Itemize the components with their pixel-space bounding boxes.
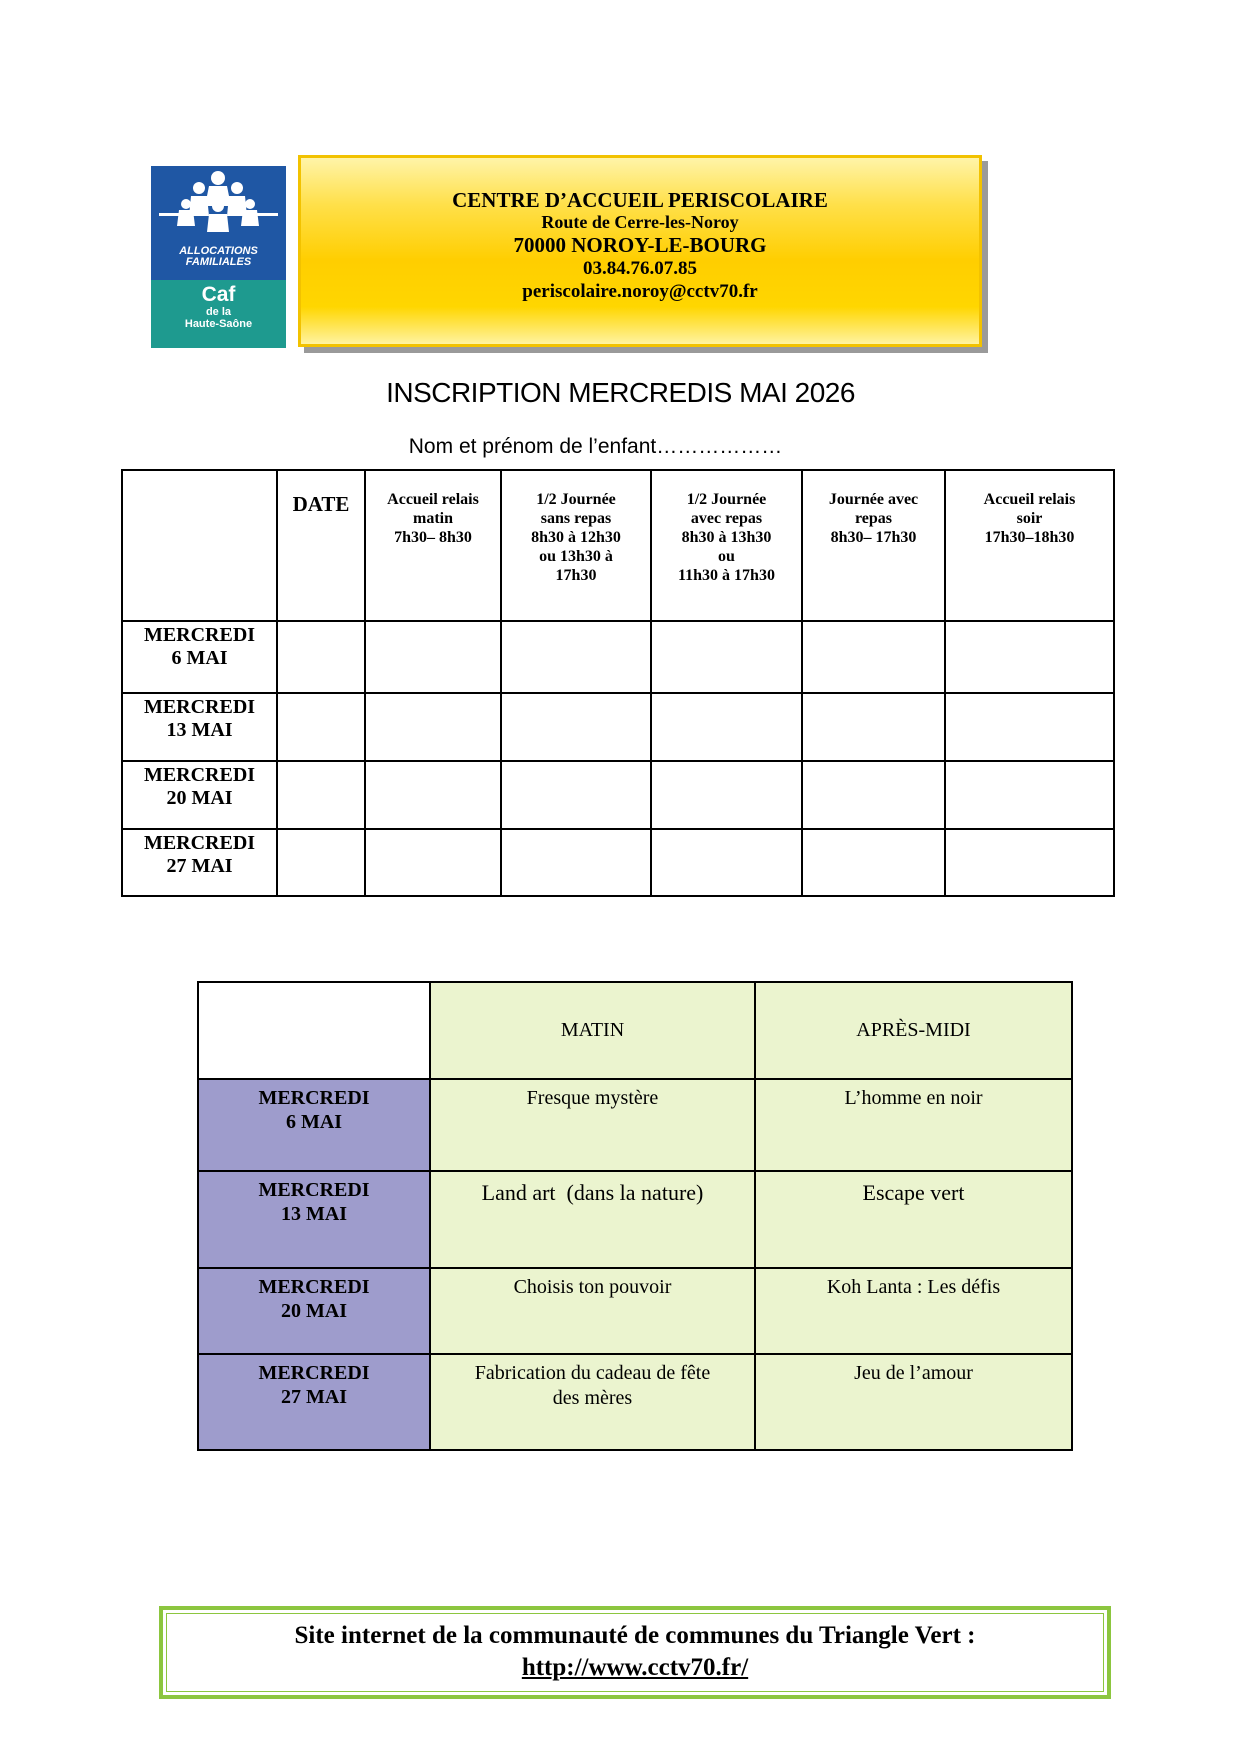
header-line: 8h30 à 12h30 bbox=[531, 529, 621, 546]
row-day-label bbox=[122, 693, 277, 761]
day-date: 13 MAI bbox=[166, 719, 233, 741]
day-weekday: MERCREDI bbox=[258, 1362, 370, 1384]
checkbox-cell-demi-sans-repas[interactable] bbox=[501, 621, 651, 693]
table-row bbox=[122, 621, 1114, 693]
header-line: avec repas bbox=[690, 510, 763, 527]
activity-matin: Choisis ton pouvoir bbox=[430, 1268, 755, 1354]
activities-header-matin: MATIN bbox=[430, 982, 755, 1079]
checkbox-cell-accueil-matin[interactable] bbox=[365, 693, 501, 761]
checkbox-cell-demi-sans-repas[interactable] bbox=[501, 829, 651, 896]
header-line: Accueil relais bbox=[983, 491, 1076, 508]
day-weekday: MERCREDI bbox=[143, 832, 256, 854]
checkbox-cell-accueil-soir[interactable] bbox=[945, 829, 1114, 896]
logo-lower-band bbox=[151, 280, 286, 348]
activity-apres-midi: Escape vert bbox=[755, 1171, 1072, 1268]
day-weekday: MERCREDI bbox=[258, 1276, 370, 1298]
header-line: ou bbox=[718, 548, 735, 565]
footer-link[interactable]: http://www.cctv70.fr/ bbox=[521, 1654, 749, 1681]
header-cell-demi-journee-sans-repas bbox=[501, 470, 651, 621]
header-line: 17h30 bbox=[555, 567, 597, 584]
header-line: sans repas bbox=[540, 510, 612, 527]
checkbox-cell-accueil-matin[interactable] bbox=[365, 621, 501, 693]
day-weekday: MERCREDI bbox=[143, 624, 256, 646]
day-weekday: MERCREDI bbox=[258, 1179, 370, 1201]
day-weekday: MERCREDI bbox=[143, 764, 256, 786]
activities-day-label bbox=[198, 1171, 430, 1268]
activity-apres-midi: Koh Lanta : Les défis bbox=[755, 1268, 1072, 1354]
header-cell-journee-avec-repas bbox=[802, 470, 945, 621]
logo-line-allocations: ALLOCATIONS bbox=[179, 245, 258, 257]
centre-city: 70000 NOROY-LE-BOURG bbox=[513, 233, 767, 257]
header-line: 1/2 Journée bbox=[536, 491, 616, 508]
checkbox-cell-journee[interactable] bbox=[802, 829, 945, 896]
checkbox-cell-journee[interactable] bbox=[802, 761, 945, 829]
header-line: 8h30 à 13h30 bbox=[681, 529, 772, 546]
caf-logo bbox=[151, 166, 286, 348]
table-row bbox=[122, 761, 1114, 829]
checkbox-cell-accueil-matin[interactable] bbox=[365, 761, 501, 829]
day-date: 20 MAI bbox=[280, 1300, 348, 1322]
checkbox-cell-accueil-soir[interactable] bbox=[945, 621, 1114, 693]
header-cell-empty bbox=[122, 470, 277, 621]
activity-apres-midi: Jeu de l’amour bbox=[755, 1354, 1072, 1450]
activity-matin: Fresque mystère bbox=[430, 1079, 755, 1171]
row-day-label bbox=[122, 829, 277, 896]
table-row bbox=[122, 693, 1114, 761]
header-line: ou 13h30 à bbox=[539, 548, 613, 565]
header-cell-date bbox=[277, 470, 365, 621]
activities-header-apres-midi: APRÈS-MIDI bbox=[755, 982, 1072, 1079]
centre-name: CENTRE D’ACCUEIL PERISCOLAIRE bbox=[452, 188, 828, 212]
day-date: 6 MAI bbox=[171, 647, 228, 669]
logo-caf: Caf bbox=[201, 283, 236, 306]
header-date-label: DATE bbox=[292, 492, 350, 516]
checkbox-cell-journee[interactable] bbox=[802, 693, 945, 761]
logo-text bbox=[151, 246, 286, 268]
checkbox-cell-accueil-soir[interactable] bbox=[945, 693, 1114, 761]
table-row bbox=[198, 1079, 1072, 1171]
header-line: 11h30 à 17h30 bbox=[678, 567, 775, 584]
registration-table bbox=[121, 469, 1115, 897]
activity-line: Fabrication du cadeau de fête bbox=[474, 1362, 711, 1384]
centre-address-box bbox=[298, 155, 982, 347]
header-line: repas bbox=[854, 510, 893, 527]
header-line: 1/2 Journée bbox=[686, 491, 767, 508]
table-row bbox=[122, 829, 1114, 896]
logo-line-de-la: de la bbox=[205, 306, 232, 318]
activities-table bbox=[197, 981, 1073, 1451]
centre-phone: 03.84.76.07.85 bbox=[583, 258, 697, 279]
day-date: 6 MAI bbox=[285, 1111, 343, 1133]
checkbox-cell-date[interactable] bbox=[277, 829, 365, 896]
activities-day-label bbox=[198, 1268, 430, 1354]
header-cell-accueil-soir bbox=[945, 470, 1114, 621]
activities-header-row bbox=[198, 982, 1072, 1079]
checkbox-cell-demi-sans-repas[interactable] bbox=[501, 693, 651, 761]
checkbox-cell-demi-avec-repas[interactable] bbox=[651, 693, 802, 761]
day-date: 27 MAI bbox=[280, 1386, 348, 1408]
activities-corner-cell bbox=[198, 982, 430, 1079]
table-row bbox=[198, 1354, 1072, 1450]
header-cell-accueil-matin bbox=[365, 470, 501, 621]
logo-line-region: Haute-Saône bbox=[184, 318, 253, 330]
day-date: 20 MAI bbox=[166, 787, 233, 809]
activities-day-label bbox=[198, 1079, 430, 1171]
header-line: 17h30–18h30 bbox=[984, 529, 1075, 546]
header-line: soir bbox=[1016, 510, 1043, 527]
day-weekday: MERCREDI bbox=[143, 696, 256, 718]
checkbox-cell-demi-avec-repas[interactable] bbox=[651, 761, 802, 829]
footer-text: Site internet de la communauté de communes du Triangle Vert : bbox=[294, 1622, 976, 1649]
header-line: 7h30– 8h30 bbox=[394, 529, 472, 546]
checkbox-cell-accueil-matin[interactable] bbox=[365, 829, 501, 896]
activity-line: des mères bbox=[552, 1387, 633, 1409]
header-line: Journée avec bbox=[828, 491, 919, 508]
centre-street: Route de Cerre-les-Noroy bbox=[541, 212, 739, 232]
table-row bbox=[198, 1268, 1072, 1354]
centre-email[interactable]: periscolaire.noroy@cctv70.fr bbox=[522, 281, 758, 302]
registration-header-row bbox=[122, 470, 1114, 621]
header-line: 8h30– 17h30 bbox=[830, 529, 917, 546]
activity-matin: Land art (dans la nature) bbox=[430, 1171, 755, 1268]
child-name-field[interactable]: Nom et prénom de l’enfant……………… bbox=[408, 435, 783, 458]
page-title: INSCRIPTION MERCREDIS MAI 2026 bbox=[386, 377, 855, 408]
header-line: matin bbox=[413, 510, 453, 527]
checkbox-cell-journee[interactable] bbox=[802, 621, 945, 693]
day-date: 27 MAI bbox=[166, 855, 233, 877]
activity-matin bbox=[430, 1354, 755, 1450]
checkbox-cell-date[interactable] bbox=[277, 693, 365, 761]
checkbox-cell-demi-avec-repas[interactable] bbox=[651, 829, 802, 896]
header-line: Accueil relais bbox=[387, 491, 479, 508]
header-cell-demi-journee-avec-repas bbox=[651, 470, 802, 621]
day-weekday: MERCREDI bbox=[258, 1087, 370, 1109]
day-date: 13 MAI bbox=[280, 1203, 348, 1225]
row-day-label bbox=[122, 761, 277, 829]
checkbox-cell-demi-avec-repas[interactable] bbox=[651, 621, 802, 693]
activities-day-label bbox=[198, 1354, 430, 1450]
table-row bbox=[198, 1171, 1072, 1268]
checkbox-cell-accueil-soir[interactable] bbox=[945, 761, 1114, 829]
website-footer-box bbox=[159, 1606, 1111, 1699]
logo-line-familiales: FAMILIALES bbox=[185, 256, 252, 268]
row-day-label bbox=[122, 621, 277, 693]
activity-apres-midi: L’homme en noir bbox=[755, 1079, 1072, 1171]
checkbox-cell-date[interactable] bbox=[277, 761, 365, 829]
checkbox-cell-demi-sans-repas[interactable] bbox=[501, 761, 651, 829]
checkbox-cell-date[interactable] bbox=[277, 621, 365, 693]
